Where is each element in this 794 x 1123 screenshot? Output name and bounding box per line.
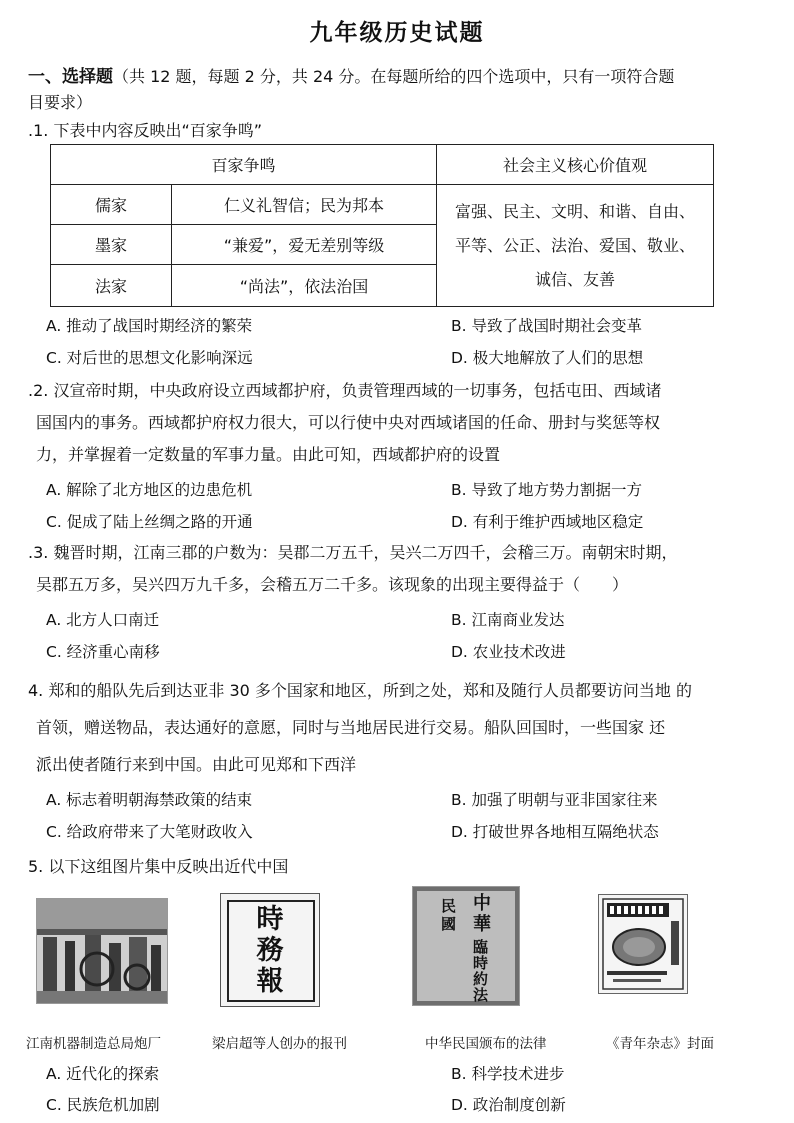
table-header-right: 社会主义核心价值观 [437, 145, 714, 185]
q4-option-d: D. 打破世界各地相互隔绝状态 [451, 823, 659, 841]
cover-char: 中 [473, 893, 491, 914]
cover-char: 國 [441, 915, 457, 933]
q1-stem: .1. 下表中内容反映出“百家争鸣” [28, 121, 263, 140]
q4-option-a: A. 标志着明朝海禁政策的结束 [46, 791, 253, 809]
q2-line: 国国内的事务。西域都护府权力很大，可以行使中央对西域诸国的任命、册封与奖惩等权 [36, 413, 661, 432]
image-caption: 江南机器制造总局炮厂 [26, 1036, 161, 1052]
q3-option-a: A. 北方人口南迁 [46, 611, 160, 629]
table-idea-cell: “兼爱”，爱无差别等级 [172, 225, 437, 265]
q4-line: 4. 郑和的船队先后到达亚非 30 多个国家和地区，所到之处，郑和及随行人员都要访问当地 的 [28, 681, 692, 700]
q2-line: .2. 汉宣帝时期，中央政府设立西域都护府，负责管理西域的一切事务，包括屯田、西域诸 [28, 381, 662, 400]
q1-option-b: B. 导致了战国时期社会变革 [451, 317, 642, 335]
q3-option-d: D. 农业技术改进 [451, 643, 566, 661]
cover-char: 華 [473, 914, 491, 935]
values-line: 平等、公正、法治、爱国、敬业、 [454, 235, 695, 255]
cover-char: 時 [256, 904, 284, 935]
cover-char: 時 [473, 954, 489, 972]
q1-table [50, 144, 714, 307]
section-title: 一、选择题 [28, 67, 113, 87]
image-caption: 《青年杂志》封面 [606, 1036, 714, 1052]
values-line: 诚信、友善 [534, 269, 615, 289]
q4-option-b: B. 加强了明朝与亚非国家往来 [451, 791, 658, 809]
cover-char: 臨 [473, 938, 489, 956]
q3-option-c: C. 经济重心南移 [46, 643, 160, 661]
section-heading [28, 62, 674, 87]
factory-photo-graphic [37, 899, 167, 1003]
q4-line: 派出使者随行来到中国。由此可见郑和下西洋 [36, 755, 357, 774]
q5-stem: 5. 以下这组图片集中反映出近代中国 [28, 857, 289, 876]
q3-option-b: B. 江南商业发达 [451, 611, 565, 629]
section-intro-line2: 目要求） [28, 93, 93, 112]
table-values-cell [437, 185, 714, 307]
table-header-left: 百家争鸣 [51, 145, 437, 185]
q1-option-a: A. 推动了战国时期经济的繁荣 [46, 317, 253, 335]
q2-option-d: D. 有利于维护西域地区稳定 [451, 513, 644, 531]
table-idea-cell: 仁义礼智信；民为邦本 [172, 185, 437, 225]
cover-char: 報 [256, 966, 284, 997]
cover-char: 務 [256, 935, 284, 966]
image-caption: 中华民国颁布的法律 [425, 1036, 547, 1052]
cover-char: 約 [473, 970, 489, 988]
magazine-cover-graphic [599, 895, 687, 993]
image-caption: 梁启超等人创办的报刊 [212, 1036, 347, 1052]
constitution-cover [412, 886, 520, 1006]
section-intro-line1: （共 12 题，每题 2 分，共 24 分。在每题所给的四个选项中，只有一项符合题 [113, 67, 675, 86]
table-idea-cell: “尚法”，依法治国 [172, 265, 437, 307]
cover-char: 法 [473, 986, 489, 1004]
page-title: 九年级历史试题 [309, 20, 485, 46]
q2-option-c: C. 促成了陆上丝绸之路的开通 [46, 513, 253, 531]
cover-char: 民 [441, 897, 457, 915]
q2-line: 力，并掌握着一定数量的军事力量。由此可知，西域都护府的设置 [36, 445, 501, 464]
q5-option-d: D. 政治制度创新 [451, 1096, 566, 1114]
q5-option-a: A. 近代化的探索 [46, 1065, 160, 1083]
q1-option-d: D. 极大地解放了人们的思想 [451, 349, 644, 367]
q2-option-b: B. 导致了地方势力割据一方 [451, 481, 642, 499]
q4-line: 首领，赠送物品，表达通好的意愿，同时与当地居民进行交易。船队回国时，一些国家 还 [36, 718, 666, 737]
q3-line: 吴郡五万多，吴兴四万九千多，会稽五万二千多。该现象的出现主要得益于（ ） [36, 575, 629, 594]
q5-option-c: C. 民族危机加剧 [46, 1096, 160, 1114]
table-school-cell: 墨家 [51, 225, 172, 265]
values-line: 富强、民主、文明、和谐、自由、 [454, 201, 695, 221]
table-school-cell: 法家 [51, 265, 172, 307]
factory-photo [36, 898, 168, 1004]
table-school-cell: 儒家 [51, 185, 172, 225]
q4-option-c: C. 给政府带来了大笔财政收入 [46, 823, 253, 841]
q3-line: .3. 魏晋时期，江南三郡的户数为：吴郡二万五千，吴兴二万四千，会稽三万。南朝宋时期， [28, 543, 678, 562]
q1-option-c: C. 对后世的思想文化影响深远 [46, 349, 253, 367]
q2-option-a: A. 解除了北方地区的边患危机 [46, 481, 253, 499]
q5-option-b: B. 科学技术进步 [451, 1065, 565, 1083]
newspaper-cover [220, 893, 320, 1007]
magazine-cover [598, 894, 688, 994]
